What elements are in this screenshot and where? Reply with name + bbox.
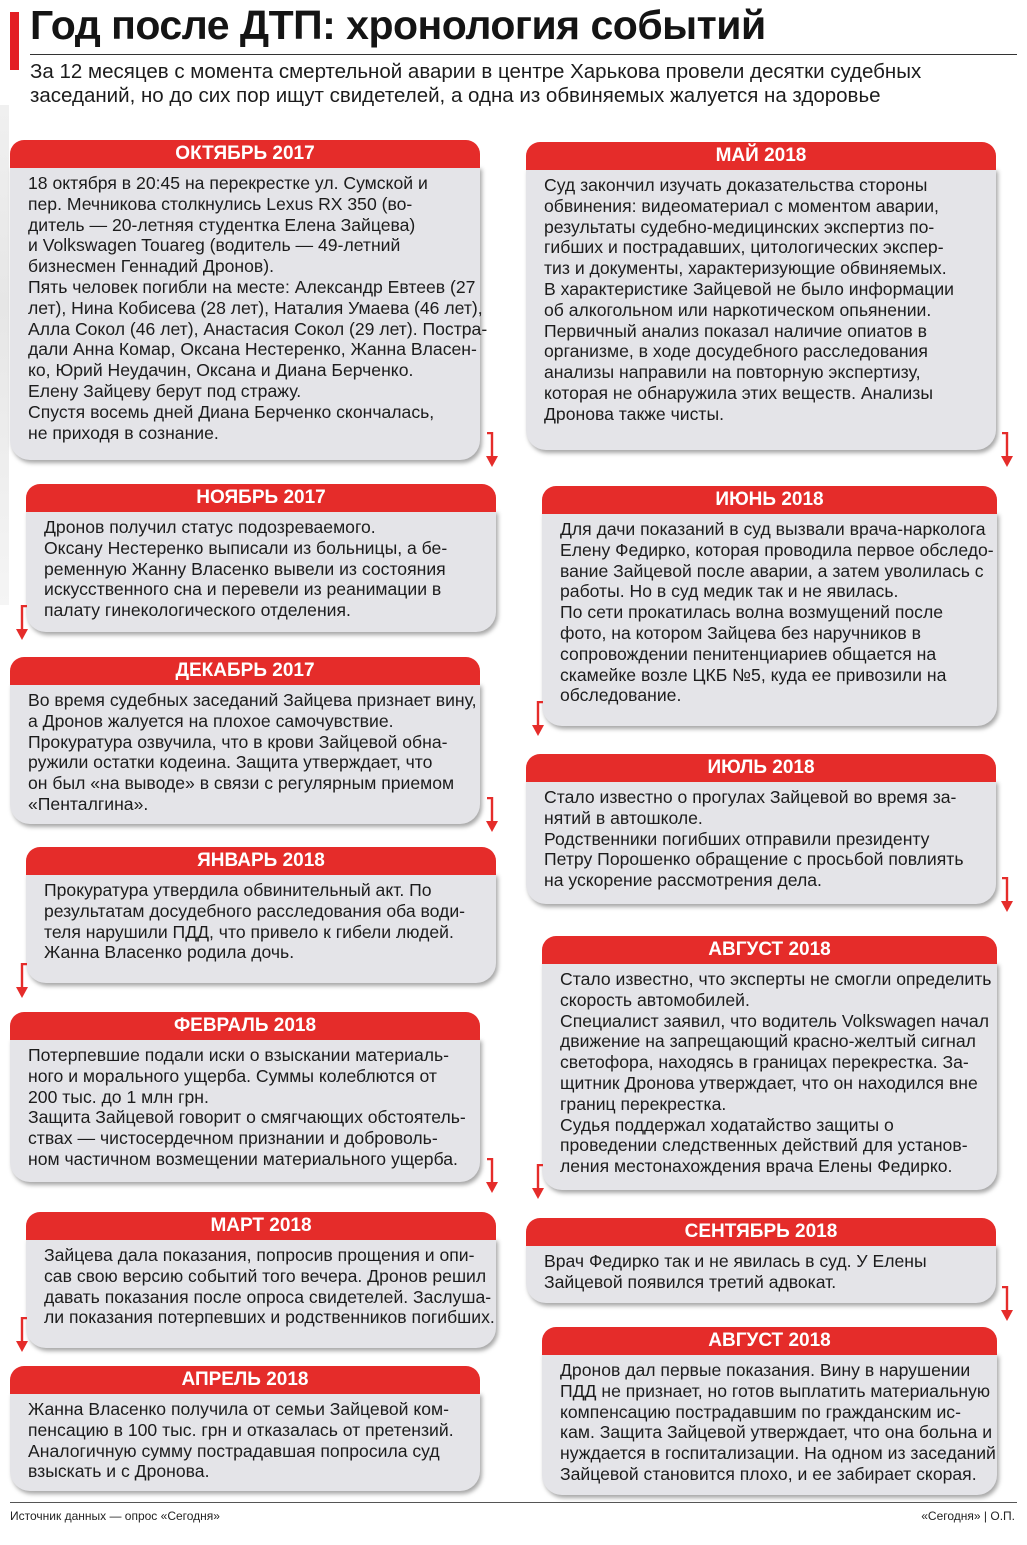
timeline-text-line: ко, Юрий Неудачин, Оксана и Диана Берченко. — [28, 360, 414, 381]
timeline-text-line: Петру Порошенко обращение с просьбой повлиять — [544, 849, 964, 870]
timeline-text-line: фото, на котором Зайцева без наручников в — [560, 622, 921, 643]
timeline-month-header: МАЙ 2018 — [526, 142, 996, 170]
timeline-text-line: Судья поддержал ходатайство защиты о — [560, 1114, 894, 1135]
timeline-card-text — [28, 1399, 470, 1482]
timeline-card — [26, 484, 496, 632]
timeline-card — [26, 1212, 496, 1348]
timeline-text-line: результатам досудебного расследования оба води- — [44, 900, 466, 921]
timeline-text-line: Елену Зайцеву берут под стражу. — [28, 380, 302, 401]
timeline-text-line: Суд закончил изучать доказательства стороны — [544, 175, 928, 195]
timeline-card-text — [560, 1360, 996, 1485]
timeline-text-line: ПДД не признает, но готов выплатить материальную — [560, 1380, 991, 1401]
timeline-text-line: гибших и пострадавших, цитологических экспер- — [544, 237, 944, 258]
timeline-text-line: кам. Защита Зайцевой утверждает, что она больна и — [560, 1422, 993, 1443]
timeline-text-line: скамейке возле ЦКБ №5, куда ее привозили на — [560, 664, 947, 685]
arrow-down-icon — [14, 963, 30, 999]
timeline-text-line: Первичный анализ показал наличие опиатов в — [544, 320, 927, 341]
timeline-card-text — [544, 1251, 986, 1293]
timeline-card — [10, 1366, 480, 1491]
timeline-text-line: тиз и документы, характеризующие обвиняемых. — [544, 258, 947, 279]
timeline-month-header: АВГУСТ 2018 — [542, 1327, 997, 1355]
timeline-card — [542, 936, 997, 1190]
timeline-text-line: лет), Нина Кобисева (28 лет), Наталия Умаева (46 лет), — [28, 297, 483, 318]
timeline-text-line: «Пенталгина». — [28, 793, 149, 814]
timeline-text-line: Прокуратура озвучила, что в крови Зайцевой обна- — [28, 731, 448, 752]
timeline-text-line: ременную Жанну Власенко вывели из состояния — [44, 558, 446, 579]
timeline-month-header: ЯНВАРЬ 2018 — [26, 847, 496, 875]
timeline-text-line: об алкогольном или наркотическом опьянении. — [544, 299, 932, 320]
title-accent-bar — [10, 12, 19, 70]
timeline-text-line: палату гинекологического отделения. — [44, 600, 351, 621]
footer-credit: «Сегодня» | О.П. — [921, 1509, 1015, 1523]
timeline-text-line: пенсацию в 100 тыс. грн и отказалась от претензий. — [28, 1419, 454, 1440]
timeline-text-line: сав свою версию событий того вечера. Дронов решил — [44, 1265, 487, 1286]
timeline-text-line: границ перекрестка. — [560, 1093, 727, 1114]
timeline-card-text — [560, 519, 994, 706]
timeline-text-line: Защита Зайцевой говорит о смягчающих обстоятель- — [28, 1107, 466, 1128]
timeline-text-line: на ускорение рассмотрения дела. — [544, 870, 822, 891]
footer-divider — [10, 1502, 1017, 1503]
timeline-text-line: Во время судебных заседаний Зайцева признает вину, — [28, 690, 477, 710]
timeline-card — [10, 657, 480, 824]
timeline-text-line: Стало известно, что эксперты не смогли определить — [560, 969, 992, 989]
timeline-card — [542, 486, 997, 726]
timeline-text-line: щитник Дронова утверждает, что он находился вне — [560, 1072, 978, 1093]
timeline-text-line: скорость автомобилей. — [560, 989, 750, 1010]
timeline-card-text — [28, 690, 477, 815]
timeline-text-line: Алла Сокол (46 лет), Анастасия Сокол (29 лет). Постра- — [28, 318, 488, 339]
timeline-month-header: АВГУСТ 2018 — [542, 936, 997, 964]
arrow-down-icon — [999, 1286, 1015, 1322]
arrow-down-icon — [484, 432, 500, 468]
timeline-text-line: Спустя восемь дней Диана Берченко скончалась, — [28, 401, 435, 422]
timeline-text-line: Аналогичную сумму пострадавшая попросила суд — [28, 1440, 440, 1461]
timeline-text-line: которая не обнаружила этих веществ. Анализы — [544, 382, 933, 403]
timeline-text-line: Прокуратура утвердила обвинительный акт. По — [44, 880, 432, 900]
timeline-text-line: обвинения: видеоматериал с моментом аварии, — [544, 195, 939, 216]
timeline-text-line: движение на запрещающий красно-желтый сигнал — [560, 1031, 976, 1052]
timeline-month-header: ДЕКАБРЬ 2017 — [10, 657, 480, 685]
timeline-card — [526, 142, 996, 450]
timeline-text-line: нятий в автошколе. — [544, 807, 703, 828]
timeline-month-header: СЕНТЯБРЬ 2018 — [526, 1218, 996, 1246]
timeline-card-text — [28, 173, 488, 443]
timeline-month-header: ОКТЯБРЬ 2017 — [10, 140, 480, 168]
timeline-text-line: 200 тыс. до 1 млн грн. — [28, 1086, 209, 1107]
timeline-text-line: Зайцевой становится плохо, и ее забирает скорая. — [560, 1463, 977, 1484]
timeline-month-header: АПРЕЛЬ 2018 — [10, 1366, 480, 1394]
timeline-text-line: По сети прокатилась волна возмущений после — [560, 602, 944, 623]
timeline-text-line: Стало известно о прогулах Зайцевой во время за- — [544, 787, 957, 807]
timeline-text-line: дитель — 20-летняя студентка Елена Зайцева) — [28, 214, 416, 235]
timeline-card-text — [544, 787, 986, 891]
timeline-text-line: светофора, находясь в границах перекрестка. За- — [560, 1052, 969, 1073]
arrow-down-icon — [530, 701, 546, 737]
timeline-text-line: Зайцевой появился третий адвокат. — [544, 1271, 837, 1292]
timeline-card — [10, 1012, 480, 1182]
timeline-month-header: НОЯБРЬ 2017 — [26, 484, 496, 512]
timeline-card-text — [544, 175, 986, 425]
timeline-card — [10, 140, 488, 460]
timeline-card-text — [44, 517, 486, 621]
timeline-card-text — [44, 880, 486, 963]
timeline-card — [526, 1218, 996, 1303]
arrow-down-icon — [14, 1317, 30, 1353]
timeline-card-text — [560, 969, 992, 1177]
timeline-text-line: ном частичном возмещении материального ущерба. — [28, 1148, 458, 1169]
timeline-text-line: дали Анна Комар, Оксана Нестеренко, Жанна Власен- — [28, 339, 477, 360]
timeline-text-line: Дронов дал первые показания. Вину в нарушении — [560, 1360, 971, 1380]
arrow-down-icon — [14, 605, 30, 641]
timeline-text-line: искусственного сна и перевели из реанимации в — [44, 579, 442, 600]
arrow-down-icon — [484, 797, 500, 833]
timeline-text-line: организме, в ходе досудебного расследования — [544, 341, 928, 362]
timeline-card — [526, 754, 996, 904]
page-subtitle: За 12 месяцев с момента смертельной аварии в центре Харькова провели десятки судебных заседаний, но до сих пор ищут свидетелей, а одна из обвиняемых жалуется на здоровье — [30, 60, 922, 107]
timeline-text-line: Врач Федирко так и не явилась в суд. У Елены — [544, 1251, 927, 1271]
timeline-text-line: Дронова также чисты. — [544, 403, 724, 424]
timeline-text-line: Для дачи показаний в суд вызвали врача-нарколога — [560, 519, 986, 539]
timeline-text-line: вание Зайцевой после аварии, а затем уволилась с — [560, 560, 984, 581]
timeline-text-line: и Volkswagen Touareg (водитель — 49-летний — [28, 235, 401, 256]
timeline-text-line: работы. Но в суд медик так и не явилась. — [560, 581, 899, 602]
arrow-down-icon — [530, 1164, 546, 1200]
timeline-text-line: обследование. — [560, 685, 682, 706]
timeline-text-line: 18 октября в 20:45 на перекрестке ул. Сумской и — [28, 173, 428, 193]
timeline-text-line: а Дронов жалуется на плохое самочувствие. — [28, 710, 394, 731]
arrow-down-icon — [484, 1158, 500, 1194]
timeline-month-header: ФЕВРАЛЬ 2018 — [10, 1012, 480, 1040]
timeline-text-line: давать показания после опроса свидетелей. Заслуша- — [44, 1286, 492, 1307]
timeline-month-header: ИЮНЬ 2018 — [542, 486, 997, 514]
timeline-text-line: теля нарушили ПДД, что привело к гибели людей. — [44, 921, 454, 942]
timeline-text-line: взыскать и с Дронова. — [28, 1461, 210, 1482]
title-divider — [30, 54, 1017, 55]
timeline-text-line: он был «на выводе» в связи с регулярным приемом — [28, 773, 455, 794]
timeline-text-line: Оксану Нестеренко выписали из больницы, а бе- — [44, 537, 448, 558]
timeline-text-line: Специалист заявил, что водитель Volkswagen начал — [560, 1010, 989, 1031]
footer-source: Источник данных — опрос «Сегодня» — [10, 1509, 220, 1523]
timeline-month-header: ИЮЛЬ 2018 — [526, 754, 996, 782]
timeline-text-line: Пять человек погибли на месте: Александр Евтеев (27 — [28, 276, 476, 297]
timeline-text-line: Зайцева дала показания, попросив прощения и опи- — [44, 1245, 475, 1265]
timeline-month-header: МАРТ 2018 — [26, 1212, 496, 1240]
timeline-text-line: сопровождении пенитенциариев общается на — [560, 643, 937, 664]
timeline-card — [542, 1327, 997, 1495]
timeline-card-text — [28, 1045, 470, 1170]
timeline-text-line: ления местонахождения врача Елены Федирко. — [560, 1156, 953, 1177]
timeline-card — [26, 847, 496, 983]
timeline-text-line: анализы направили на повторную экспертизу, — [544, 362, 921, 383]
timeline-text-line: компенсацию пострадавшим по гражданским ис- — [560, 1401, 961, 1422]
page-title: Год после ДТП: хронология событий — [30, 2, 766, 48]
timeline-text-line: не приходя в сознание. — [28, 422, 219, 443]
arrow-down-icon — [999, 877, 1015, 913]
timeline-text-line: В характеристике Зайцевой не было информации — [544, 278, 954, 299]
timeline-text-line: нуждается в госпитализации. На одном из заседаний — [560, 1443, 996, 1464]
timeline-text-line: бизнесмен Геннадий Дронов). — [28, 256, 274, 277]
timeline-text-line: Дронов получил статус подозреваемого. — [44, 517, 376, 537]
timeline-text-line: результаты судебно-медицинских экспертиз по- — [544, 216, 935, 237]
timeline-text-line: Жанна Власенко получила от семьи Зайцевой ком- — [28, 1399, 449, 1419]
timeline-text-line: ствах — чистосердечном признании и доброволь- — [28, 1128, 438, 1149]
timeline-text-line: Потерпевшие подали иски о взыскании материаль- — [28, 1045, 450, 1065]
timeline-text-line: Елену Федирко, которая проводила первое обследо- — [560, 539, 994, 560]
arrow-down-icon — [999, 432, 1015, 468]
timeline-text-line: Жанна Власенко родила дочь. — [44, 942, 295, 963]
timeline-text-line: проведении следственных действий для установ- — [560, 1135, 968, 1156]
timeline-text-line: ного и морального ущерба. Суммы колеблются от — [28, 1065, 437, 1086]
timeline-text-line: пер. Мечникова столкнулись Lexus RX 350 (во- — [28, 193, 413, 214]
timeline-text-line: ли показания потерпевших и родственников погибших. — [44, 1307, 495, 1328]
timeline-text-line: Родственники погибших отправили президенту — [544, 828, 930, 849]
timeline-text-line: ружили остатки кодеина. Защита утверждает, что — [28, 752, 433, 773]
timeline-card-text — [44, 1245, 495, 1328]
page-edge-decoration — [0, 105, 9, 605]
